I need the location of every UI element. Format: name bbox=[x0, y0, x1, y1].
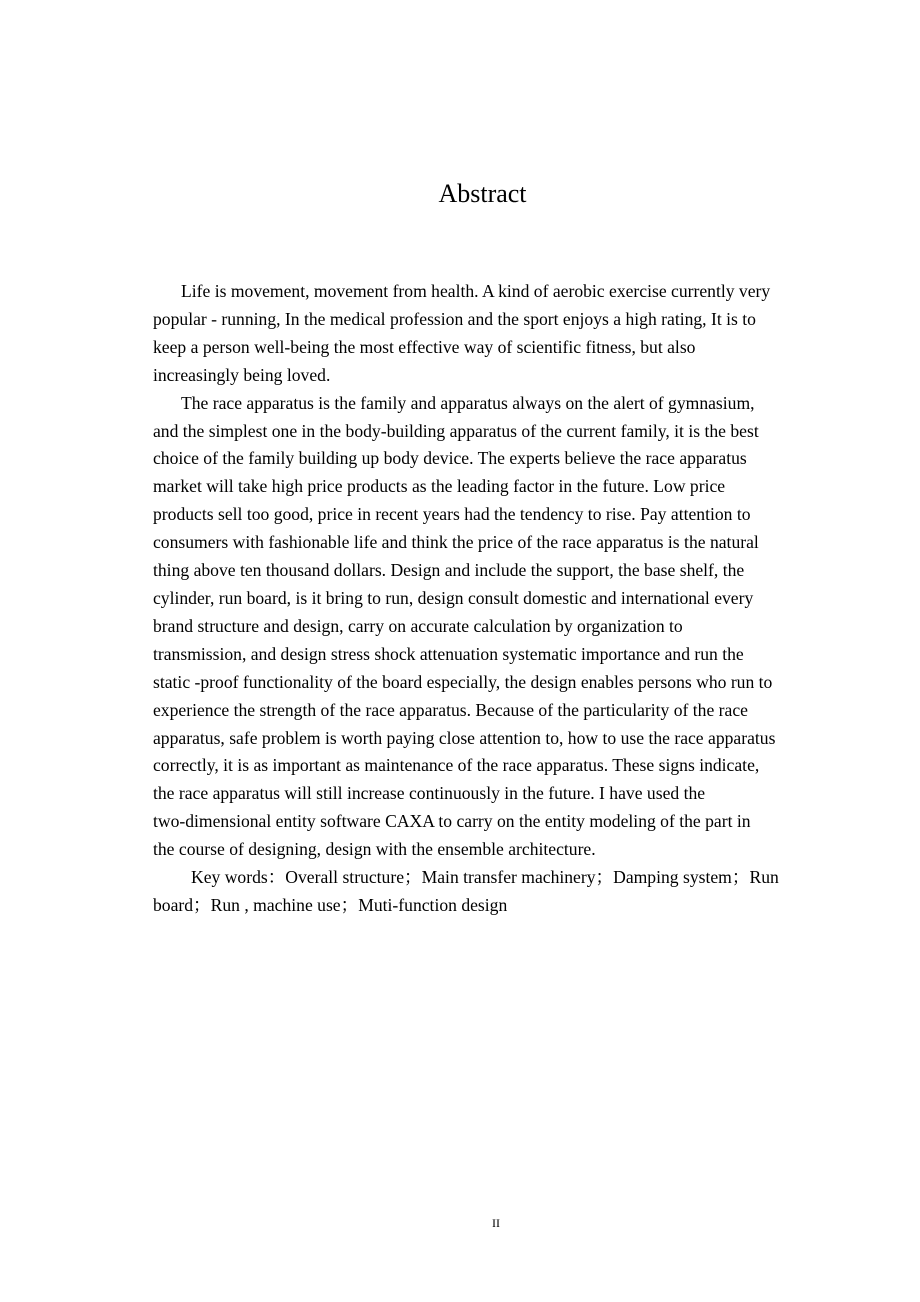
text-line: consumers with fashionable life and think the price of the race apparatus is the natural bbox=[153, 532, 759, 553]
text-line: thing above ten thousand dollars. Design and include the support, the base shelf, the bbox=[153, 560, 745, 581]
text-line: correctly, it is as important as maintenance of the race apparatus. These signs indicate, bbox=[153, 755, 760, 776]
text-line: keep a person well-being the most effective way of scientific fitness, but also bbox=[153, 336, 696, 357]
text-line: two-dimensional entity software CAXA to carry on the entity modeling of the part in bbox=[153, 811, 751, 832]
keywords-line: board；Run , machine use；Muti-function design bbox=[153, 894, 508, 915]
text-line: products sell too good, price in recent years had the tendency to rise. Pay attention to bbox=[153, 504, 751, 525]
text-line: transmission, and design stress shock attenuation systematic importance and run the bbox=[153, 643, 744, 664]
abstract-body bbox=[153, 278, 811, 920]
page-number: II bbox=[492, 1216, 500, 1230]
paragraph-1 bbox=[153, 278, 811, 390]
text-line: increasingly being loved. bbox=[153, 364, 331, 385]
text-line: apparatus, safe problem is worth paying close attention to, how to use the race apparatus bbox=[153, 727, 776, 748]
text-line: market will take high price products as the leading factor in the future. Low price bbox=[153, 476, 726, 497]
text-line: Life is movement, movement from health. A kind of aerobic exercise currently very bbox=[181, 281, 771, 301]
text-line: the race apparatus will still increase continuously in the future. I have used the bbox=[153, 783, 706, 804]
text-line: cylinder, run board, is it bring to run, design consult domestic and international every bbox=[153, 587, 754, 608]
page-title: Abstract bbox=[438, 179, 527, 208]
keywords-line: Key words：Overall structure；Main transfer machinery；Damping system；Run bbox=[191, 867, 779, 888]
text-line: choice of the family building up body device. The experts believe the race apparatus bbox=[153, 448, 747, 469]
text-line: static -proof functionality of the board especially, the design enables persons who run to bbox=[153, 671, 773, 692]
text-line: the course of designing, design with the ensemble architecture. bbox=[153, 839, 596, 860]
text-line: popular - running, In the medical profession and the sport enjoys a high rating, It is to bbox=[153, 308, 756, 329]
keywords bbox=[153, 864, 811, 920]
text-line: experience the strength of the race apparatus. Because of the particularity of the race bbox=[153, 699, 748, 720]
text-line: and the simplest one in the body-building apparatus of the current family, it is the best bbox=[153, 420, 759, 441]
paragraph-2 bbox=[153, 390, 811, 864]
text-line: brand structure and design, carry on accurate calculation by organization to bbox=[153, 615, 683, 636]
text-line: The race apparatus is the family and apparatus always on the alert of gymnasium, bbox=[181, 392, 755, 413]
